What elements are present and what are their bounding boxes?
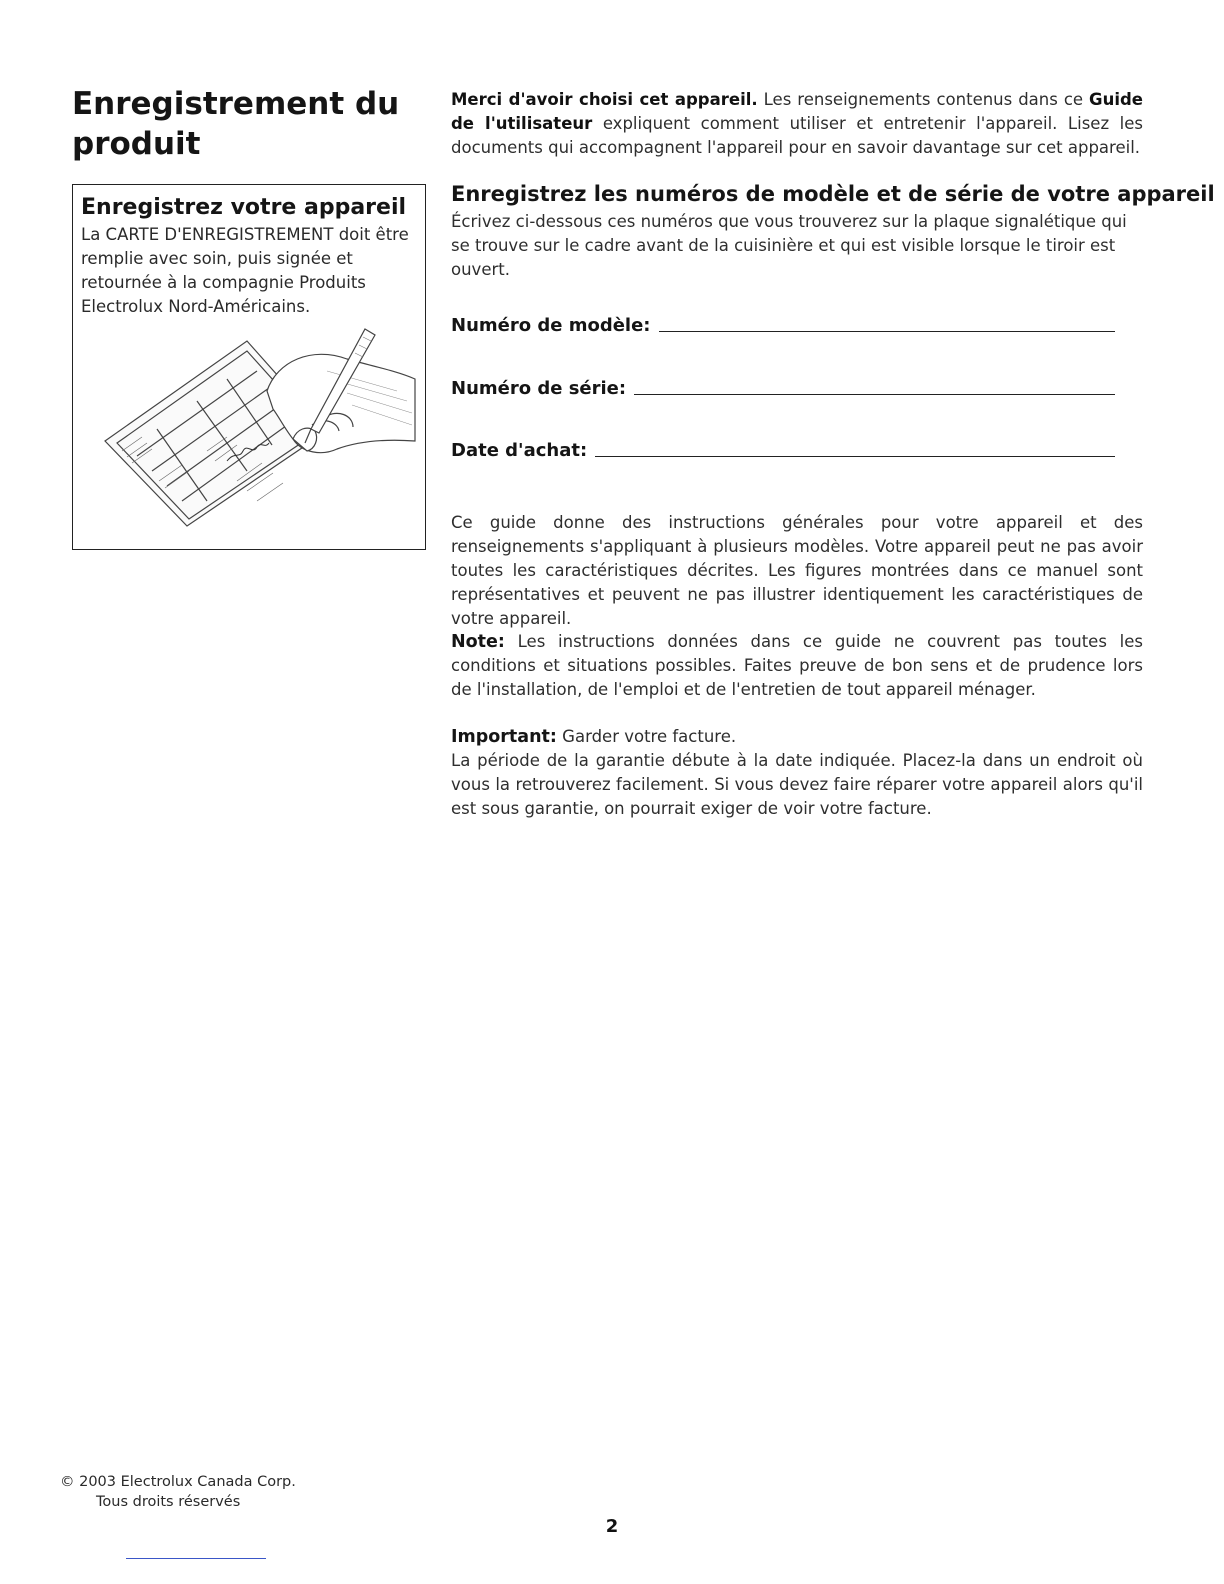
model-number-label: Numéro de modèle: <box>451 315 651 336</box>
important-block <box>451 725 1143 821</box>
intro-part1: Les renseignements contenus dans ce <box>757 90 1090 109</box>
purchase-date-label: Date d'achat: <box>451 440 588 461</box>
page-title: Enregistrement du produit <box>72 86 400 162</box>
hand-filling-registration-card-icon <box>97 321 417 541</box>
rights-line: Tous droits réservés <box>96 1494 241 1510</box>
note-paragraph <box>451 630 1143 702</box>
serial-number-field[interactable] <box>451 373 1115 399</box>
important-text: Garder votre facture. <box>556 727 737 746</box>
intro-lead: Merci d'avoir choisi cet appareil. <box>451 90 758 109</box>
important-label: Important: <box>451 727 557 747</box>
register-box-text: La CARTE D'ENREGISTREMENT doit être remplie avec soin, puis signée et retournée à la compagnie Produits Electrolux Nord-Américains. <box>81 225 409 316</box>
copyright-line: © 2003 Electrolux Canada Corp. <box>60 1474 296 1490</box>
record-section-text: Écrivez ci-dessous ces numéros que vous trouverez sur la plaque signalétique qui se trouve sur le cadre avant de la cuisinière et qui est visible lorsque le tiroir est ouvert. <box>451 212 1127 279</box>
warranty-paragraph: La période de la garantie débute à la date indiquée. Placez-la dans un endroit où vous la retrouverez facilement. Si vous devez faire réparer votre appareil alors qu'il est sous garantie, on pourrait exiger de voir votre facture. <box>451 751 1143 818</box>
register-box-heading: Enregistrez votre appareil <box>81 195 407 220</box>
important-line <box>451 725 1143 749</box>
model-number-field[interactable] <box>451 310 1115 336</box>
bottom-rule <box>126 1558 266 1559</box>
serial-number-line[interactable] <box>634 392 1115 395</box>
note-text: Les instructions données dans ce guide ne couvrent pas toutes les conditions et situations possibles. Faites preuve de bon sens et de prudence lors de l'installation, de l'emploi et de l'entretien de tout appareil ménager. <box>451 632 1143 699</box>
note-label: Note: <box>451 632 505 652</box>
general-paragraph: Ce guide donne des instructions générales pour votre appareil et des renseignements s'appliquant à plusieurs modèles. Votre appareil peut ne pas avoir toutes les caractéristiques décrites. Les figures montrées dans ce manuel sont représentatives et peuvent ne pas illustrer identiquement les caractéristiques de votre appareil. <box>451 513 1143 628</box>
purchase-date-field[interactable] <box>451 435 1115 461</box>
record-section-title: Enregistrez les numéros de modèle et de série de votre appareil <box>451 182 1215 206</box>
guide-name: Guide de l'utilisateur <box>451 90 1143 133</box>
serial-number-label: Numéro de série: <box>451 378 627 399</box>
page-number: 2 <box>605 1516 619 1537</box>
intro-paragraph <box>451 88 1143 160</box>
register-appliance-box <box>72 184 426 550</box>
model-number-line[interactable] <box>659 329 1115 332</box>
intro-part2: expliquent comment utiliser et entretenir l'appareil. Lisez les documents qui accompagnent l'appareil pour en savoir davantage sur cet appareil. <box>451 114 1143 157</box>
purchase-date-line[interactable] <box>595 454 1115 457</box>
copyright-block <box>60 1472 296 1512</box>
